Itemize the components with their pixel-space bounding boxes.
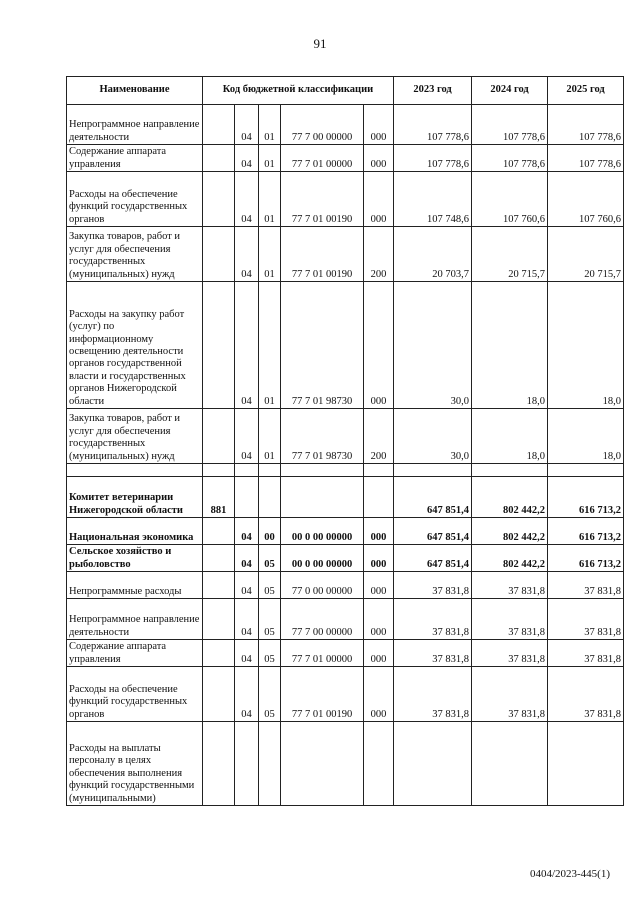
- row-target-article: 00 0 00 00000: [281, 545, 364, 572]
- table-header-row: [67, 77, 624, 105]
- row-name: Национальная экономика: [67, 518, 203, 545]
- row-grbs-code: [203, 572, 235, 599]
- row-subsection-code: 01: [259, 282, 281, 409]
- row-value-2024: 37 831,8: [472, 572, 548, 599]
- row-value-2025: 20 715,7: [548, 227, 624, 282]
- row-name: Содержание аппарата управления: [67, 145, 203, 172]
- header-2024: 2024 год: [472, 77, 548, 105]
- table-row: [67, 599, 624, 640]
- row-target-article: 77 7 01 00190: [281, 227, 364, 282]
- header-name: Наименование: [67, 77, 203, 105]
- row-grbs-code: [203, 599, 235, 640]
- row-value-2023: 37 831,8: [394, 640, 472, 667]
- row-value-2025: 37 831,8: [548, 572, 624, 599]
- row-grbs-code: [203, 722, 235, 806]
- row-section-code: 04: [235, 667, 259, 722]
- row-name: Непрограммные расходы: [67, 572, 203, 599]
- row-value-2023: 107 778,6: [394, 145, 472, 172]
- header-2025: 2025 год: [548, 77, 624, 105]
- row-target-article: [281, 464, 364, 477]
- row-expense-type: 000: [364, 599, 394, 640]
- row-name: Непрограммное направление деятельности: [67, 599, 203, 640]
- row-expense-type: 000: [364, 545, 394, 572]
- row-subsection-code: 01: [259, 105, 281, 145]
- row-value-2025: 37 831,8: [548, 599, 624, 640]
- row-name: [67, 464, 203, 477]
- row-section-code: [235, 722, 259, 806]
- table-row: [67, 145, 624, 172]
- row-value-2023: [394, 722, 472, 806]
- page-number: 91: [313, 36, 327, 51]
- row-target-article: [281, 477, 364, 518]
- table-body: [67, 105, 624, 806]
- row-target-article: 77 7 01 00190: [281, 172, 364, 227]
- row-grbs-code: [203, 518, 235, 545]
- row-section-code: 04: [235, 227, 259, 282]
- row-section-code: 04: [235, 105, 259, 145]
- row-name: Закупка товаров, работ и услуг для обеспечения государственных (муниципальных) нужд: [67, 409, 203, 464]
- row-expense-type: [364, 477, 394, 518]
- row-target-article: 77 7 00 00000: [281, 105, 364, 145]
- row-grbs-code: [203, 464, 235, 477]
- row-value-2024: 37 831,8: [472, 640, 548, 667]
- row-value-2025: 37 831,8: [548, 667, 624, 722]
- row-value-2023: 30,0: [394, 282, 472, 409]
- row-value-2025: 616 713,2: [548, 477, 624, 518]
- table-row: [67, 105, 624, 145]
- row-value-2024: 107 760,6: [472, 172, 548, 227]
- row-value-2023: 647 851,4: [394, 477, 472, 518]
- row-section-code: 04: [235, 282, 259, 409]
- document-number: 0404/2023-445(1): [529, 868, 610, 880]
- row-name: Сельское хозяйство и рыболовство: [67, 545, 203, 572]
- row-expense-type: 000: [364, 145, 394, 172]
- row-value-2023: 20 703,7: [394, 227, 472, 282]
- row-subsection-code: 05: [259, 572, 281, 599]
- row-value-2025: [548, 722, 624, 806]
- row-subsection-code: [259, 464, 281, 477]
- row-target-article: 77 7 01 00000: [281, 145, 364, 172]
- row-subsection-code: 01: [259, 145, 281, 172]
- row-expense-type: 000: [364, 640, 394, 667]
- table-row: [67, 409, 624, 464]
- row-subsection-code: 05: [259, 599, 281, 640]
- header-2023: 2023 год: [394, 77, 472, 105]
- row-name: Расходы на выплаты персоналу в целях обеспечения выполнения функций государственными (муниципальными): [67, 722, 203, 806]
- row-value-2023: [394, 464, 472, 477]
- row-target-article: 77 7 00 00000: [281, 599, 364, 640]
- row-value-2024: 802 442,2: [472, 545, 548, 572]
- row-target-article: 77 7 01 98730: [281, 409, 364, 464]
- row-value-2023: 30,0: [394, 409, 472, 464]
- row-target-article: 77 7 01 98730: [281, 282, 364, 409]
- row-expense-type: 000: [364, 572, 394, 599]
- row-value-2024: 107 778,6: [472, 105, 548, 145]
- row-value-2024: 18,0: [472, 409, 548, 464]
- row-name: Закупка товаров, работ и услуг для обеспечения государственных (муниципальных) нужд: [67, 227, 203, 282]
- row-subsection-code: 05: [259, 640, 281, 667]
- row-expense-type: 200: [364, 409, 394, 464]
- row-name: Комитет ветеринарии Нижегородской области: [67, 477, 203, 518]
- table-row: [67, 464, 624, 477]
- row-grbs-code: [203, 172, 235, 227]
- row-section-code: 04: [235, 572, 259, 599]
- table-row: [67, 518, 624, 545]
- row-value-2025: 37 831,8: [548, 640, 624, 667]
- row-value-2023: 37 831,8: [394, 572, 472, 599]
- row-target-article: 77 0 00 00000: [281, 572, 364, 599]
- row-grbs-code: [203, 545, 235, 572]
- table-row: [67, 172, 624, 227]
- row-name: Расходы на обеспечение функций государственных органов: [67, 172, 203, 227]
- row-expense-type: 000: [364, 172, 394, 227]
- row-value-2023: 37 831,8: [394, 667, 472, 722]
- row-subsection-code: [259, 477, 281, 518]
- row-name: Расходы на обеспечение функций государственных органов: [67, 667, 203, 722]
- row-subsection-code: 05: [259, 667, 281, 722]
- row-section-code: 04: [235, 518, 259, 545]
- table-row: [67, 640, 624, 667]
- table-row: [67, 477, 624, 518]
- row-target-article: 00 0 00 00000: [281, 518, 364, 545]
- row-value-2024: 107 778,6: [472, 145, 548, 172]
- row-value-2025: 107 778,6: [548, 105, 624, 145]
- row-grbs-code: [203, 105, 235, 145]
- row-grbs-code: [203, 667, 235, 722]
- row-subsection-code: 05: [259, 545, 281, 572]
- row-name: Расходы на закупку работ (услуг) по информационному освещению деятельности органов государственной власти и государственных органов Нижегородской области: [67, 282, 203, 409]
- row-value-2023: 37 831,8: [394, 599, 472, 640]
- table-row: [67, 572, 624, 599]
- row-value-2025: 18,0: [548, 409, 624, 464]
- row-expense-type: 000: [364, 667, 394, 722]
- row-subsection-code: [259, 722, 281, 806]
- row-subsection-code: 01: [259, 227, 281, 282]
- row-section-code: 04: [235, 145, 259, 172]
- budget-table: [66, 76, 624, 806]
- row-value-2024: [472, 464, 548, 477]
- row-subsection-code: 01: [259, 409, 281, 464]
- row-value-2025: 107 778,6: [548, 145, 624, 172]
- row-grbs-code: [203, 409, 235, 464]
- row-section-code: 04: [235, 545, 259, 572]
- row-value-2025: 616 713,2: [548, 518, 624, 545]
- row-value-2023: 107 748,6: [394, 172, 472, 227]
- row-value-2023: 647 851,4: [394, 545, 472, 572]
- row-expense-type: 000: [364, 105, 394, 145]
- table-row: [67, 227, 624, 282]
- row-expense-type: 000: [364, 518, 394, 545]
- row-section-code: 04: [235, 599, 259, 640]
- row-grbs-code: [203, 227, 235, 282]
- row-name: Непрограммное направление деятельности: [67, 105, 203, 145]
- row-name: Содержание аппарата управления: [67, 640, 203, 667]
- row-target-article: 77 7 01 00000: [281, 640, 364, 667]
- table-row: [67, 545, 624, 572]
- row-value-2024: 802 442,2: [472, 477, 548, 518]
- row-grbs-code: [203, 145, 235, 172]
- row-section-code: 04: [235, 640, 259, 667]
- row-expense-type: 000: [364, 282, 394, 409]
- row-section-code: 04: [235, 172, 259, 227]
- row-value-2024: 18,0: [472, 282, 548, 409]
- table-row: [67, 722, 624, 806]
- header-code: Код бюджетной классификации: [203, 77, 394, 105]
- row-value-2025: 18,0: [548, 282, 624, 409]
- row-value-2025: 616 713,2: [548, 545, 624, 572]
- row-grbs-code: [203, 640, 235, 667]
- table-row: [67, 667, 624, 722]
- row-section-code: [235, 464, 259, 477]
- row-value-2023: 107 778,6: [394, 105, 472, 145]
- row-value-2023: 647 851,4: [394, 518, 472, 545]
- row-grbs-code: 881: [203, 477, 235, 518]
- row-subsection-code: 01: [259, 172, 281, 227]
- row-expense-type: [364, 722, 394, 806]
- row-value-2024: 37 831,8: [472, 599, 548, 640]
- row-value-2024: 802 442,2: [472, 518, 548, 545]
- row-value-2025: [548, 464, 624, 477]
- row-subsection-code: 00: [259, 518, 281, 545]
- table-row: [67, 282, 624, 409]
- row-target-article: 77 7 01 00190: [281, 667, 364, 722]
- row-value-2024: 37 831,8: [472, 667, 548, 722]
- row-section-code: [235, 477, 259, 518]
- row-expense-type: 200: [364, 227, 394, 282]
- row-value-2025: 107 760,6: [548, 172, 624, 227]
- row-target-article: [281, 722, 364, 806]
- row-section-code: 04: [235, 409, 259, 464]
- row-value-2024: [472, 722, 548, 806]
- row-expense-type: [364, 464, 394, 477]
- row-grbs-code: [203, 282, 235, 409]
- row-value-2024: 20 715,7: [472, 227, 548, 282]
